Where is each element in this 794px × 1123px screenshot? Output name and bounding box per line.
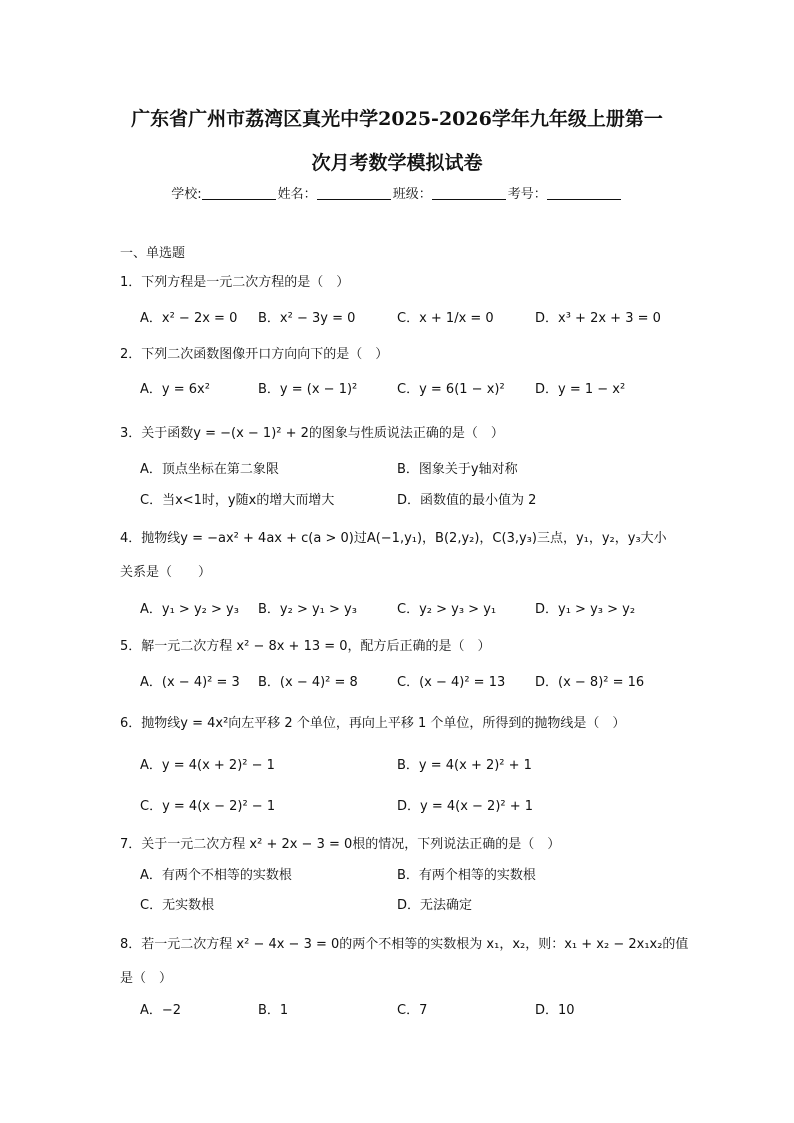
name-label: 姓名： — [277, 187, 317, 202]
id-field[interactable] — [547, 186, 621, 200]
q4-option-b: B．y₂ > y₁ > y₃ — [258, 602, 357, 617]
id-label: 考号： — [507, 187, 547, 202]
q5-option-b: B．(x − 4)² = 8 — [258, 675, 358, 690]
question-3-stem: 3．关于函数y = −(x − 1)² + 2的图象与性质说法正确的是（ ） — [120, 426, 504, 441]
q3-option-a: A．顶点坐标在第二象限 — [140, 462, 279, 477]
q5-option-d: D．(x − 8)² = 16 — [535, 675, 645, 690]
student-info-row — [0, 183, 794, 202]
q3-option-b: B．图象关于y轴对称 — [397, 462, 518, 477]
q1-option-a: A．x² − 2x = 0 — [140, 311, 238, 326]
q7-option-a: A．有两个不相等的实数根 — [140, 868, 292, 883]
name-field[interactable] — [317, 186, 391, 200]
q2-option-d: D．y = 1 − x² — [535, 382, 626, 397]
q7-option-c: C．无实数根 — [140, 898, 215, 913]
school-field[interactable] — [202, 186, 276, 200]
question-5-stem: 5．解一元二次方程 x² − 8x + 13 = 0，配方后正确的是（ ） — [120, 639, 491, 654]
q3-option-d: D．函数值的最小值为 2 — [397, 493, 537, 508]
title-line-2: 次月考数学模拟试卷 — [311, 152, 483, 174]
school-label: 学校: — [171, 187, 202, 202]
q8-option-a: A．−2 — [140, 1003, 182, 1018]
q5-option-c: C．(x − 4)² = 13 — [397, 675, 506, 690]
q4-option-d: D．y₁ > y₃ > y₂ — [535, 602, 636, 617]
q1-option-b: B．x² − 3y = 0 — [258, 311, 356, 326]
q2-option-c: C．y = 6(1 − x)² — [397, 382, 505, 397]
question-2-stem: 2．下列二次函数图像开口方向向下的是（ ） — [120, 347, 389, 362]
q8-option-c: C．7 — [397, 1003, 428, 1018]
class-label: 班级： — [392, 187, 432, 202]
q3-option-c: C．当x<1时，y随x的增大而增大 — [140, 493, 335, 508]
q2-option-a: A．y = 6x² — [140, 382, 210, 397]
q8-option-d: D．10 — [535, 1003, 575, 1018]
q4-option-c: C．y₂ > y₃ > y₁ — [397, 602, 497, 617]
question-8-stem-line-2: 是（ ） — [120, 971, 173, 986]
q6-option-a: A．y = 4(x + 2)² − 1 — [140, 758, 275, 773]
q2-option-b: B．y = (x − 1)² — [258, 382, 358, 397]
q6-option-c: C．y = 4(x − 2)² − 1 — [140, 799, 276, 814]
question-6-stem: 6．抛物线y = 4x²向左平移 2 个单位，再向上平移 1 个单位，所得到的抛物线是（ ） — [120, 716, 626, 731]
q1-option-d: D．x³ + 2x + 3 = 0 — [535, 311, 661, 326]
q5-option-a: A．(x − 4)² = 3 — [140, 675, 240, 690]
q7-option-d: D．无法确定 — [397, 898, 473, 913]
question-4-stem-line-1: 4．抛物线y = −ax² + 4ax + c(a > 0)过A(−1,y₁)，B(2,y₂)，C(3,y₃)三点，y₁，y₂，y₃大小 — [120, 531, 667, 546]
q1-option-c: C．x + 1/x = 0 — [397, 311, 494, 326]
question-8-stem-line-1: 8．若一元二次方程 x² − 4x − 3 = 0的两个不相等的实数根为 x₁，x₂，则：x₁ + x₂ − 2x₁x₂的值 — [120, 937, 689, 952]
section-heading: 一、单选题 — [120, 246, 186, 261]
q7-option-b: B．有两个相等的实数根 — [397, 868, 536, 883]
q4-option-a: A．y₁ > y₂ > y₃ — [140, 602, 239, 617]
q6-option-b: B．y = 4(x + 2)² + 1 — [397, 758, 532, 773]
class-field[interactable] — [432, 186, 506, 200]
question-7-stem: 7．关于一元二次方程 x² + 2x − 3 = 0根的情况，下列说法正确的是（ ） — [120, 837, 561, 852]
q8-option-b: B．1 — [258, 1003, 289, 1018]
question-1-stem: 1．下列方程是一元二次方程的是（ ） — [120, 275, 350, 290]
question-4-stem-line-2: 关系是（ ） — [120, 565, 212, 580]
q6-option-d: D．y = 4(x − 2)² + 1 — [397, 799, 534, 814]
title-line-1: 广东省广州市荔湾区真光中学2025-2026学年九年级上册第一 — [131, 108, 663, 130]
